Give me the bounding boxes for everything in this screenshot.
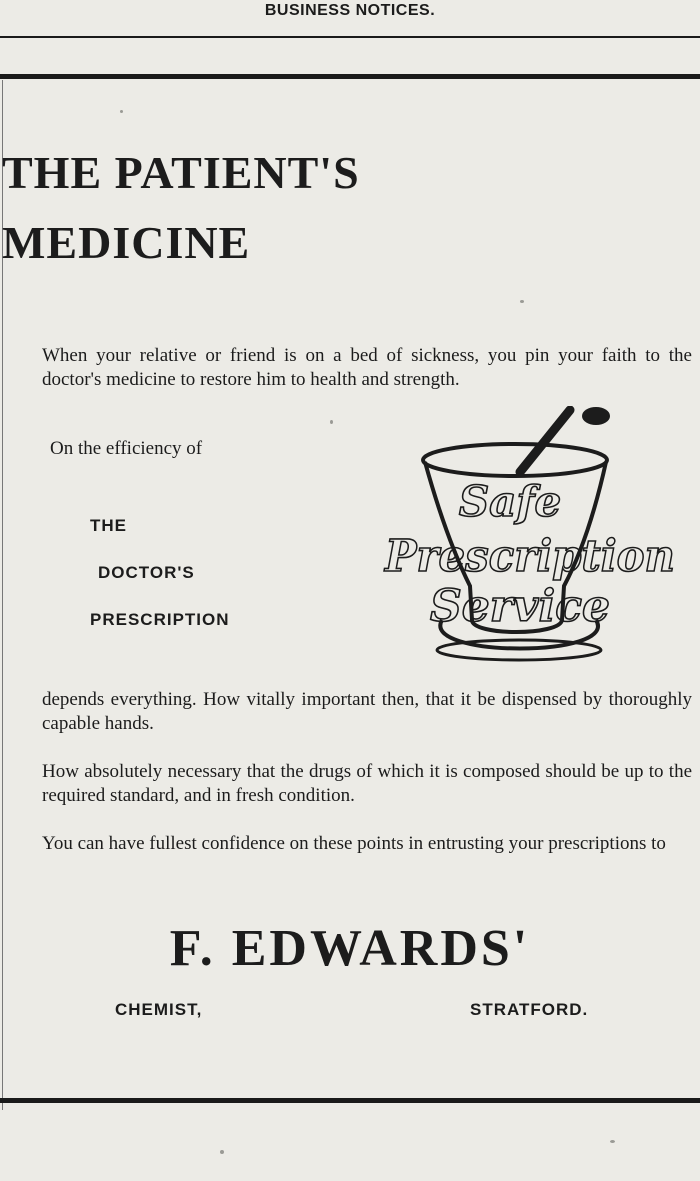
emblem-line1: Safe (458, 477, 562, 526)
caps-prescription: PRESCRIPTION (90, 610, 230, 629)
caps-the: THE (90, 516, 127, 535)
ink-speck (220, 1150, 224, 1154)
intro-paragraph: When your relative or friend is on a bed of sickness, you pin your faith to the doctor's medicine to restore him to health and strength. (42, 345, 692, 390)
top-border-rule (0, 74, 700, 79)
safe-prescription-emblem (380, 406, 680, 668)
section-header: BUSINESS NOTICES. (264, 2, 436, 19)
ink-speck (330, 420, 333, 424)
depends-paragraph: depends everything. How vitally important then, that it be dispensed by thoroughly capable hands. (42, 689, 692, 734)
emblem-line2: Prescription (383, 531, 675, 582)
ink-speck (520, 300, 524, 303)
confidence-paragraph: You can have fullest confidence on these points in entrusting your prescriptions to (42, 833, 666, 854)
ink-speck (610, 1140, 615, 1143)
bottom-border-rule (0, 1098, 700, 1103)
business-name: F. EDWARDS' (169, 920, 531, 977)
drugs-paragraph: How absolutely necessary that the drugs of which it is composed should be up to the required standard, and in fresh condition. (42, 761, 692, 806)
advert-title-line1: THE PATIENT'S (2, 147, 360, 198)
trade-label: CHEMIST, (115, 1000, 203, 1019)
efficiency-text: On the efficiency of (50, 438, 203, 459)
emblem-line3: Service (429, 581, 611, 632)
town-label: STRATFORD. (470, 1000, 589, 1019)
advert-title-line2: MEDICINE (2, 217, 251, 268)
caps-doctors: DOCTOR'S (98, 563, 195, 582)
mortar-and-pestle-icon (380, 406, 680, 668)
header-rule (0, 36, 700, 38)
ink-speck (120, 110, 123, 113)
